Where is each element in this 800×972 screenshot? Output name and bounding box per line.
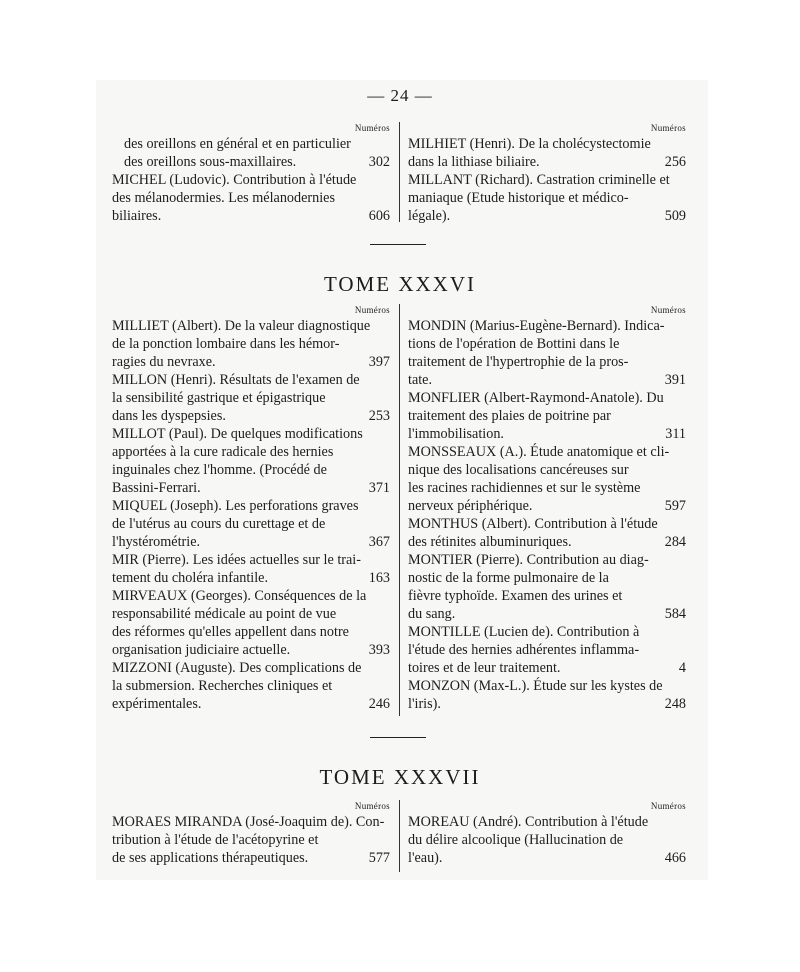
thesis-number: 256 xyxy=(664,154,686,170)
index-entry xyxy=(408,389,686,443)
entry-text-line: l'étude des hernies adhérentes inflamma- xyxy=(408,642,640,658)
index-entry xyxy=(408,515,686,551)
entry-text-line: MILLIET (Albert). De la valeur diagnostique xyxy=(112,318,371,334)
thesis-number: 393 xyxy=(368,642,390,658)
entry-text-line: MILHIET (Henri). De la cholécystectomie xyxy=(408,136,651,152)
thesis-number: 253 xyxy=(368,408,390,424)
index-entry xyxy=(408,813,686,867)
entry-text-line: traitement de l'hypertrophie de la pros- xyxy=(408,354,629,370)
numeros-label: Numéros xyxy=(650,801,686,811)
numeros-label: Numéros xyxy=(650,123,686,133)
entry-text-line: MONSSEAUX (A.). Étude anatomique et cli- xyxy=(408,444,670,460)
entry-text-line: expérimentales. xyxy=(112,696,202,712)
top-left-column xyxy=(112,122,390,225)
thesis-number: 311 xyxy=(665,426,686,442)
thesis-number: 284 xyxy=(664,534,686,550)
entry-text-line: tions de l'opération de Bottini dans le xyxy=(408,336,620,352)
thesis-number: 577 xyxy=(368,850,390,866)
continued-entry xyxy=(112,135,390,171)
entry-text-line: MILLOT (Paul). De quelques modifications xyxy=(112,426,363,442)
entry-text-line: des mélanodermies. Les mélanodernies xyxy=(112,190,335,206)
entry-text-line: l'immobilisation. xyxy=(408,426,504,442)
thesis-number: 509 xyxy=(664,208,686,224)
page-number: — 24 — xyxy=(367,86,433,105)
entry-text-line: MONDIN (Marius-Eugène-Bernard). Indica- xyxy=(408,318,665,334)
tome-xxxvii-left-column xyxy=(112,800,390,867)
numeros-label: Numéros xyxy=(354,123,390,133)
entry-text-line: biliaires. xyxy=(112,208,162,224)
top-right-column xyxy=(408,122,686,225)
entry-text-line: responsabilité médicale au point de vue xyxy=(112,606,337,622)
thesis-number: 302 xyxy=(368,154,390,170)
index-entry xyxy=(408,677,686,713)
thesis-number: 584 xyxy=(664,606,686,622)
entry-text-line: MONZON (Max-L.). Étude sur les kystes de xyxy=(408,678,663,694)
entry-text-line: MIRVEAUX (Georges). Conséquences de la xyxy=(112,588,367,604)
section-rule xyxy=(370,737,426,738)
entry-text-line: l'eau). xyxy=(408,850,443,866)
thesis-number: 597 xyxy=(664,498,686,514)
numeros-label: Numéros xyxy=(354,801,390,811)
index-entry xyxy=(112,551,390,587)
tome-xxxvi-right-column xyxy=(408,304,686,713)
entry-text-line: maniaque (Etude historique et médico- xyxy=(408,190,629,206)
entry-text-line: tate. xyxy=(408,372,433,388)
index-entry xyxy=(112,497,390,551)
entry-text-line: du délire alcoolique (Hallucination de xyxy=(408,832,624,848)
entry-text-line: la submersion. Recherches cliniques et xyxy=(112,678,333,694)
index-entry xyxy=(408,623,686,677)
entry-text-line: de l'utérus au cours du curettage et de xyxy=(112,516,326,532)
thesis-number: 4 xyxy=(678,660,686,676)
tome-xxxvi-left-column xyxy=(112,304,390,713)
entry-text-line: l'hystérométrie. xyxy=(112,534,201,550)
entry-text-line: dans la lithiase biliaire. xyxy=(408,154,540,170)
thesis-number: 466 xyxy=(664,850,686,866)
entry-text-line: inguinales chez l'homme. (Procédé de xyxy=(112,462,327,478)
entry-text-line: ragies du nevraxe. xyxy=(112,354,216,370)
thesis-number: 246 xyxy=(368,696,390,712)
entry-text-line: des oreillons sous-maxillaires. xyxy=(124,154,297,170)
entry-text-line: des rétinites albuminuriques. xyxy=(408,534,572,550)
entry-text-line: MILLANT (Richard). Castration criminelle et xyxy=(408,172,670,188)
entry-text-line: nerveux périphérique. xyxy=(408,498,533,514)
index-entry xyxy=(112,171,390,225)
entry-text-line: dans les dyspepsies. xyxy=(112,408,226,424)
entry-text-line: de la ponction lombaire dans les hémor- xyxy=(112,336,340,352)
index-entry xyxy=(112,813,390,867)
thesis-number: 371 xyxy=(368,480,390,496)
entry-text-line: nostic de la forme pulmonaire de la xyxy=(408,570,609,586)
entry-text-line: tement du choléra infantile. xyxy=(112,570,269,586)
entry-text-line: MIR (Pierre). Les idées actuelles sur le trai- xyxy=(112,552,361,568)
entry-text-line: MIZZONI (Auguste). Des complications de xyxy=(112,660,362,676)
thesis-number: 606 xyxy=(368,208,390,224)
entry-text-line: MIQUEL (Joseph). Les perforations graves xyxy=(112,498,359,514)
column-divider xyxy=(399,800,400,872)
entry-text-line: MILLON (Henri). Résultats de l'examen de xyxy=(112,372,360,388)
thesis-number: 248 xyxy=(664,696,686,712)
entry-text-line: des réformes qu'elles appellent dans notre xyxy=(112,624,349,640)
index-entry xyxy=(408,171,686,225)
index-entry xyxy=(408,551,686,623)
entry-text-line: MOREAU (André). Contribution à l'étude xyxy=(408,814,649,830)
thesis-number: 397 xyxy=(368,354,390,370)
index-entry xyxy=(408,135,686,171)
thesis-number: 391 xyxy=(664,372,686,388)
entry-text-line: Bassini-Ferrari. xyxy=(112,480,201,496)
entry-text-line: MICHEL (Ludovic). Contribution à l'étude xyxy=(112,172,357,188)
index-entry xyxy=(112,425,390,497)
entry-text-line: des oreillons en général et en particulier xyxy=(124,136,351,152)
section-rule xyxy=(370,244,426,245)
thesis-number: 163 xyxy=(368,570,390,586)
entry-text-line: MORAES MIRANDA (José-Joaquim de). Con- xyxy=(112,814,385,830)
index-entry xyxy=(112,371,390,425)
entry-text-line: nique des localisations cancéreuses sur xyxy=(408,462,629,478)
entry-text-line: légale). xyxy=(408,208,451,224)
tome-xxxvi-heading: TOME XXXVI xyxy=(323,272,477,296)
entry-text-line: la sensibilité gastrique et épigastrique xyxy=(112,390,326,406)
entry-text-line: traitement des plaies de poitrine par xyxy=(408,408,611,424)
entry-text-line: les racines rachidiennes et sur le système xyxy=(408,480,641,496)
index-entry xyxy=(112,317,390,371)
entry-text-line: MONTIER (Pierre). Contribution au diag- xyxy=(408,552,649,568)
entry-text-line: de ses applications thérapeutiques. xyxy=(112,850,309,866)
column-divider xyxy=(399,304,400,716)
numeros-label: Numéros xyxy=(354,305,390,315)
entry-text-line: MONTHUS (Albert). Contribution à l'étude xyxy=(408,516,658,532)
entry-text-line: organisation judiciaire actuelle. xyxy=(112,642,291,658)
entry-text-line: MONTILLE (Lucien de). Contribution à xyxy=(408,624,640,640)
entry-text-line: apportées à la cure radicale des hernies xyxy=(112,444,334,460)
entry-text-line: l'iris). xyxy=(408,696,441,712)
tome-xxxvii-right-column xyxy=(408,800,686,867)
entry-text-line: toires et de leur traitement. xyxy=(408,660,561,676)
tome-xxxvii-heading: TOME XXXVII xyxy=(319,765,481,789)
entry-text-line: du sang. xyxy=(408,606,456,622)
entry-text-line: fièvre typhoïde. Examen des urines et xyxy=(408,588,623,604)
index-entry xyxy=(408,317,686,389)
numeros-label: Numéros xyxy=(650,305,686,315)
column-divider xyxy=(399,122,400,222)
index-entry xyxy=(112,659,390,713)
thesis-number: 367 xyxy=(368,534,390,550)
entry-text-line: tribution à l'étude de l'acétopyrine et xyxy=(112,832,319,848)
index-entry xyxy=(408,443,686,515)
index-entry xyxy=(112,587,390,659)
entry-text-line: MONFLIER (Albert-Raymond-Anatole). Du xyxy=(408,390,664,406)
